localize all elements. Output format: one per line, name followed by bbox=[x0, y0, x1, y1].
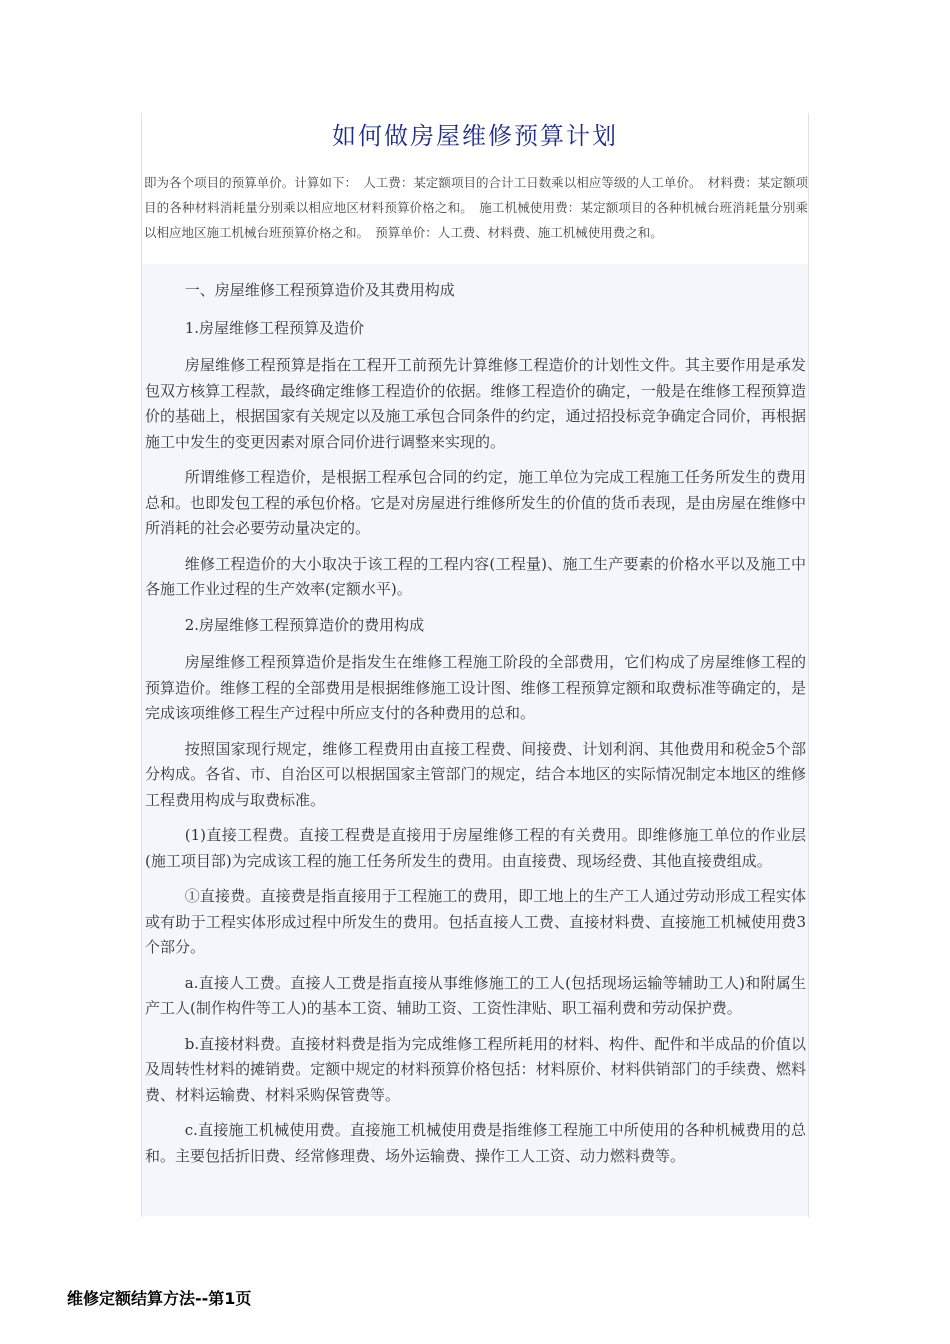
body-paragraph: 所谓维修工程造价，是根据工程承包合同的约定，施工单位为完成工程施工任务所发生的费用总和。也即发包工程的承包价格。它是对房屋进行维修所发生的价值的货币表现，是由房屋在维修中所消耗的社会必要劳动量决定的。 bbox=[145, 468, 806, 537]
body-paragraph: 房屋维修工程预算是指在工程开工前预先计算维修工程造价的计划性文件。其主要作用是承发包双方核算工程款，最终确定维修工程造价的依据。维修工程造价的确定，一般是在维修工程预算造价的基础上，根据国家有关规定以及施工承包合同条件的约定，通过招投标竞争确定合同价，再根据施工中发生的变更因素对原合同价进行调整来实现的。 bbox=[145, 356, 806, 451]
page-title: 如何做房屋维修预算计划 bbox=[332, 122, 618, 150]
body-paragraph: 房屋维修工程预算造价是指发生在维修工程施工阶段的全部费用，它们构成了房屋维修工程的预算造价。维修工程的全部费用是根据维修施工设计图、维修工程预算定额和取费标准等确定的，是完成该项维修工程生产过程中所应支付的各种费用的总和。 bbox=[145, 653, 806, 722]
body-paragraph: a.直接人工费。直接人工费是指直接从事维修施工的工人(包括现场运输等辅助工人)和附属生产工人(制作构件等工人)的基本工资、辅助工资、工资性津贴、职工福利费和劳动保护费。 bbox=[145, 973, 806, 1017]
subsection-heading: 2.房屋维修工程预算造价的费用构成 bbox=[184, 615, 425, 634]
page-footer: 维修定额结算方法--第1页 bbox=[67, 1289, 252, 1308]
body-paragraph: 维修工程造价的大小取决于该工程的工程内容(工程量)、施工生产要素的价格水平以及施工中各施工作业过程的生产效率(定额水平)。 bbox=[145, 554, 806, 598]
body-paragraph: c.直接施工机械使用费。直接施工机械使用费是指维修工程施工中所使用的各种机械费用的总和。主要包括折旧费、经常修理费、场外运输费、操作工人工资、动力燃料费等。 bbox=[145, 1121, 806, 1165]
body-paragraph: ①直接费。直接费是指直接用于工程施工的费用，即工地上的生产工人通过劳动形成工程实体或有助于工程实体形成过程中所发生的费用。包括直接人工费、直接材料费、直接施工机械使用费3个部分。 bbox=[145, 887, 806, 956]
body-paragraph: b.直接材料费。直接材料费是指为完成维修工程所耗用的材料、构件、配件和半成品的价值以及周转性材料的摊销费。定额中规定的材料预算价格包括：材料原价、材料供销部门的手续费、燃料费、材料运输费、材料采购保管费等。 bbox=[145, 1034, 806, 1104]
section-heading: 一、房屋维修工程预算造价及其费用构成 bbox=[184, 281, 455, 299]
body-paragraph: (1)直接工程费。直接工程费是直接用于房屋维修工程的有关费用。即维修施工单位的作业层(施工项目部)为完成该工程的施工任务所发生的费用。由直接费、现场经费、其他直接费组成。 bbox=[145, 826, 806, 870]
subsection-heading: 1.房屋维修工程预算及造价 bbox=[184, 318, 365, 337]
article-body bbox=[142, 264, 808, 1216]
body-paragraph: 按照国家现行规定，维修工程费用由直接工程费、间接费、计划利润、其他费用和税金5个部分构成。各省、市、自治区可以根据国家主管部门的规定，结合本地区的实际情况制定本地区的维修工程费用构成与取费标准。 bbox=[145, 739, 806, 809]
intro-paragraph: 即为各个项目的预算单价。计算如下： 人工费：某定额项目的合计工日数乘以相应等级的人工单价。 材料费：某定额项目的各种材料消耗量分别乘以相应地区材料预算价格之和。 施工机械使用费：某定额项目的各种机械台班消耗量分别乘以相应地区施工机械台班预算价格之和。 预算单价：人工费、材料费、施工机械使用费之和。 bbox=[144, 175, 808, 240]
